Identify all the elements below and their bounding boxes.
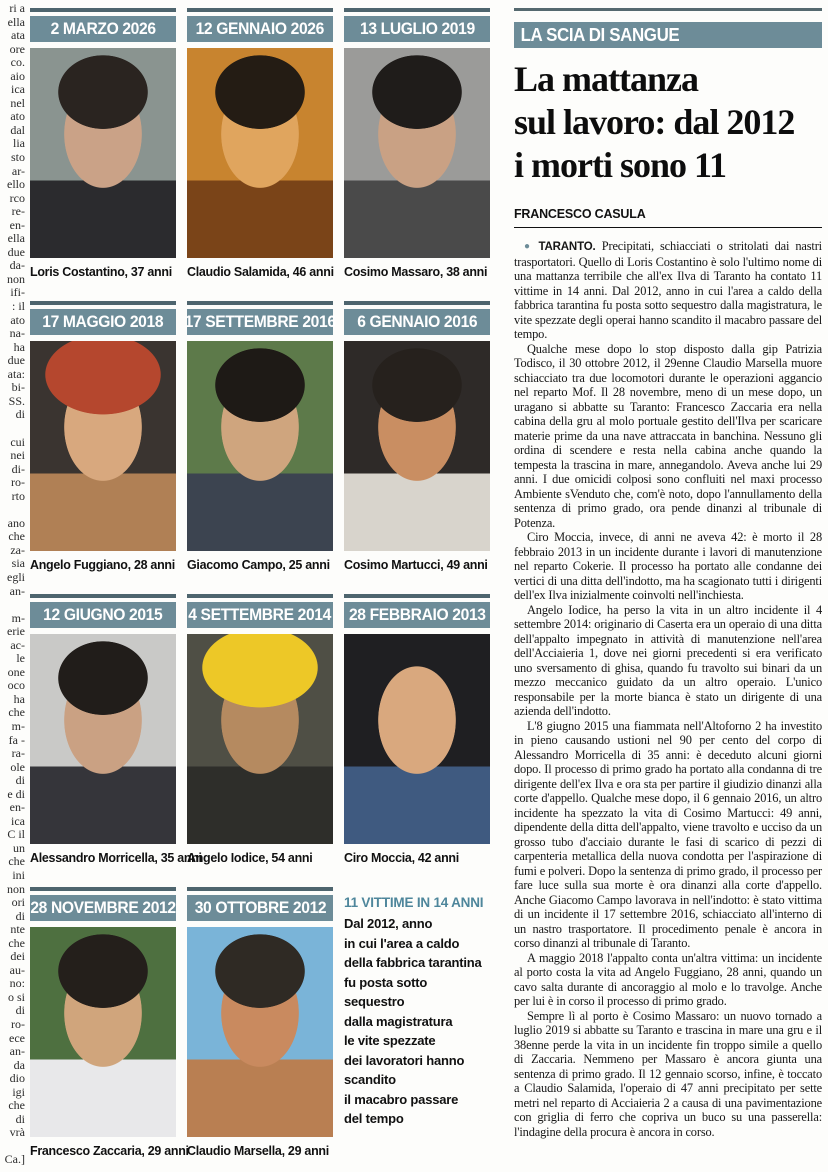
- victim-date-banner: [344, 602, 490, 628]
- victims-photo-grid: [30, 8, 490, 1161]
- article-paragraph: L'8 giugno 2015 una fiammata nell'Altoforno 2 ha investito in pieno causando ustioni nel 90 per cento del corpo di Alessandro Morricella di 35 anni: è deceduto alcuni giorni dopo. Il processo di primo grado ha portato alla condanna di tre dirigente dell'ex Ilva e ora sta per partire il giudizio dinanzi alla corte d'appello. Qualche mese dopo, il 6 gennaio 2016, un altro incidente ha spezzato la vita di Cosimo Martucci: 49 anni, dipendente della ditta dell'appalto, viene travolto e ucciso da un grosso tubo d'acciaio durante le fasi di scarico di pezzi di carpenteria metallica della nuova condotta per l'aspirazione di fumi e polveri. Dopo la sentenza di primo grado, il processo per fare luce sulla sua morte è ora dinanzi alla corte d'appello. Anche Giacomo Campo lavorava in nell'indotto: è stato vittima di un incidente il 17 settembre 2016, schiacciato all'interno di un nastro trasportatore. Il procedimento penale è ancora in corso dinanzi al tribunale di Taranto.: [514, 718, 822, 950]
- victim-caption: Claudio Salamida, 46 anni: [187, 264, 334, 279]
- victim-card: [344, 594, 490, 868]
- column-top-rule: [514, 8, 822, 11]
- paragraph-bullet-icon: ●: [524, 241, 539, 252]
- victim-caption: Ciro Moccia, 42 anni: [344, 850, 459, 865]
- card-top-rule: [344, 301, 490, 305]
- victim-card: [344, 8, 490, 282]
- victim-card: [184, 301, 336, 575]
- victim-caption: Cosimo Massaro, 38 anni: [344, 264, 488, 279]
- victim-date-banner: [30, 895, 176, 921]
- victim-caption: Alessandro Morricella, 35 anni: [30, 850, 202, 865]
- card-top-rule: [30, 887, 176, 891]
- victim-card: [30, 594, 202, 868]
- victim-date-banner: [30, 16, 176, 42]
- summary-note-text: Dal 2012, anno in cui l'area a caldo della fabbrica tarantina fu posta sotto sequestro dalla magistratura le vite spezzate dei lavoratori hanno scandito il macabro passare del tempo: [344, 916, 482, 1126]
- victim-caption: Francesco Zaccaria, 29 anni: [30, 1143, 189, 1158]
- byline-rule: [514, 205, 822, 228]
- summary-note: [344, 887, 490, 1161]
- victim-caption: Loris Costantino, 37 anni: [30, 264, 172, 279]
- article-paragraph: Angelo Iodice, ha perso la vita in un altro incidente il 4 settembre 2014: originario di Caserta era un operaio di una ditta dell'appalto impegnato in attività di manutenzione nell'area dell'Acciaieria 1, dove nei giorni precedenti si era verificato uno sversamento di ghisa, quando fu travolto sui binari da un mezzo meccanico guidato da un altro operaio. L'unico responsabile per la morte bianca è stato un dirigente di una azienda dell'indotto.: [514, 602, 822, 718]
- byline: FRANCESCO CASULA: [514, 207, 646, 221]
- card-top-rule: [187, 8, 333, 12]
- card-top-rule: [30, 301, 176, 305]
- victim-date-label: 13 LUGLIO 2019: [359, 19, 475, 38]
- victim-caption: Angelo Fuggiano, 28 anni: [30, 557, 175, 572]
- article-paragraph: A maggio 2018 l'appalto conta un'altra vittima: un incidente al porto costa la vita ad Angelo Fuggiano, 28 anni, quando un cavo salta durante di ancoraggio al molo e lo travolge. Anche per lui è in corso il processo di primo grado.: [514, 950, 822, 1008]
- victim-date-banner: [344, 16, 490, 42]
- victim-card: [30, 887, 189, 1161]
- victim-date-banner: [30, 309, 176, 335]
- kicker-label: LA SCIA DI SANGUE: [520, 24, 680, 45]
- victim-photo: [344, 634, 490, 844]
- victim-card: [187, 8, 333, 282]
- card-top-rule: [187, 594, 333, 598]
- kicker-banner: [514, 22, 822, 48]
- victim-date-banner: [344, 309, 490, 335]
- headline: La mattanza sul lavoro: dal 2012 i morti sono 11: [514, 59, 795, 185]
- victim-photo: [30, 48, 176, 258]
- victim-caption: Angelo Iodice, 54 anni: [187, 850, 313, 865]
- card-top-rule: [30, 594, 176, 598]
- victim-photo: [30, 341, 176, 551]
- victim-date-label: 2 MARZO 2026: [50, 19, 156, 38]
- article-body: ● TARANTO. Precipitati, schiacciati o stritolati dai nastri trasportatori. Quello di Loris Costantino è solo l'ultimo nome di una mattanza terribile che all'ex Ilva di Taranto ha contato 11 vittime in 14 anni. Dal 2012, anno in cui l'area a caldo della fabbrica tarantina fu posta sotto sequestro dalla magistratura, le vite spezzate degli operai hanno scandito il macabro passare del tempo. Qualche mese dopo lo stop disposto dalla gip Patrizia Todisco, il 30 ottobre 2012, il 29enne Claudio Marsella muore schiacciato tra due locomotori durante le operazioni aggancio nel reparto Mof. Il 28 novembre, meno di un mese dopo, un uragano si abbatte su Taranto: Francesco Zaccaria era nella cabina della gru al molo portuale gestito dell'Ilva per scaricare materie prime da una nave attraccata in banchina. Nessuno gli ordina di scendere e resta nella cabina anche quando la tempesta la trascina in mare, annegandolo. Aveva anche lui 29 anni. I due omicidi colposi sono confluiti nel maxi processo Ambiente sVenduto che, com'è noto, dopo l'annullamento della sentenza di primo grado, ora pende dinanzi al tribunale di Potenza. Ciro Moccia, invece, di anni ne aveva 42: è morto il 28 febbraio 2013 in un incidente durante i lavori di manutenzione nel reparto Cokerie. Il processo ha portato alle condanne dei vertici di una ditta dell'indotto, ma ha scagionato tutti i dirigenti dell'ex Ilva inizialmente coinvolti nell'inchiesta. Angelo Iodice, ha perso la vita in un altro incidente il 4 settembre 2014: originario di Caserta era un operaio di una ditta dell'appalto impegnato in attività di manutenzione nell'area dell'Acciaieria 1, dove nei giorni precedenti si era verificato uno sversamento di ghisa, quando fu travolto sui binari da un mezzo meccanico guidato da un altro operaio. L'unico responsabile per la morte bianca è stato un dirigente di una azienda dell'indotto. L'8 giugno 2015 una fiammata nell'Altoforno 2 ha investito in pieno causando ustioni nel 90 per cento del corpo di Alessandro Morricella di 35 anni: è deceduto alcuni giorni dopo. Il processo di primo grado ha portato alla condanna di tre dirigente dell'ex Ilva e ora sta per partire il giudizio dinanzi alla corte d'appello. Qualche mese dopo, il 6 gennaio 2016, un altro incidente ha spezzato la vita di Cosimo Martucci: 49 anni, dipendente della ditta dell'appalto, viene travolto e ucciso da un grosso tubo d'acciaio durante le fasi di scarico di pezzi di carpenteria metallica della nuova condotta per l'aspirazione di fumi e polveri. Dopo la sentenza di primo grado, il processo per fare luce sulla sua morte è ora dinanzi alla corte d'appello. Anche Giacomo Campo lavorava in nell'indotto: è stato vittima di un incidente il 17 settembre 2016, schiacciato all'interno di un nastro trasportatore. Il procedimento penale è ancora in corso dinanzi al tribunale di Taranto. A maggio 2018 l'appalto conta un'altra vittima: un incidente al porto costa la vita ad Angelo Fuggiano, 28 anni, quando un cavo salta durante di ancoraggio al molo e lo travolge. Anche per lui è in corso il processo di primo grado. Sempre lì al porto è Cosimo Massaro: un nuovo tornado a luglio 2019 si abbatte su Taranto e trascina in mare una gru e il 38enne perde la vita in un incidente fin troppo simile a quello di Zaccaria. Nemmeno per Massaro è ancora giunta una sentenza di primo grado. Il 12 gennaio scorso, infine, è toccato a Claudio Salamida, l'operaio di 47 anni precipitato per sette metri nel reparto di Acciaieria 2 a causa di una pavimentazione con griglia di ferro che copriva un buco su una passerella: l'indagine della procura è ancora in corso.: [514, 239, 822, 1139]
- victim-date-label: 28 NOVEMBRE 2012: [30, 898, 176, 917]
- victim-date-banner: [187, 602, 333, 628]
- card-top-rule: [344, 594, 490, 598]
- victim-date-label: 30 OTTOBRE 2012: [194, 898, 326, 917]
- victim-card: [30, 301, 176, 575]
- article-paragraph: Sempre lì al porto è Cosimo Massaro: un nuovo tornado a luglio 2019 si abbatte su Taranto e trascina in mare una gru e il 38enne perde la vita in un incidente fin troppo simile a quello di Zaccaria. Nemmeno per Massaro è ancora giunta una sentenza di primo grado. Il 12 gennaio scorso, infine, è toccato a Claudio Salamida, l'operaio di 47 anni precipitato per sette metri nel reparto di Acciaieria 2 a causa di una pavimentazione con griglia di ferro che copriva un buco su una passerella: l'indagine della procura è ancora in corso.: [514, 1008, 822, 1139]
- victim-photo: [30, 634, 176, 844]
- card-top-rule: [187, 887, 333, 891]
- victim-date-label: 6 GENNAIO 2016: [356, 312, 478, 331]
- victim-date-label: 12 GENNAIO 2026: [195, 19, 325, 38]
- victim-caption: Claudio Marsella, 29 anni: [187, 1143, 329, 1158]
- victim-photo: [344, 48, 490, 258]
- victim-date-banner: [30, 602, 176, 628]
- victim-card: [344, 301, 490, 575]
- victim-date-banner: [184, 309, 336, 335]
- card-top-rule: [30, 8, 176, 12]
- dateline: TARANTO.: [538, 241, 602, 253]
- victim-caption: Cosimo Martucci, 49 anni: [344, 557, 488, 572]
- victim-photo: [344, 341, 490, 551]
- victim-photo: [187, 634, 333, 844]
- victim-card: [30, 8, 176, 282]
- article-paragraph: Qualche mese dopo lo stop disposto dalla gip Patrizia Todisco, il 30 ottobre 2012, il 29enne Claudio Marsella muore schiacciato tra due locomotori durante le operazioni aggancio nel reparto Mof. Il 28 novembre, meno di un mese dopo, un uragano si abbatte su Taranto: Francesco Zaccaria era nella cabina della gru al molo portuale gestito dell'Ilva per scaricare materie prime da una nave attraccata in banchina. Nessuno gli ordina di scendere e resta nella cabina anche quando la tempesta la trascina in mare, annegandolo. Aveva anche lui 29 anni. I due omicidi colposi sono confluiti nel maxi processo Ambiente sVenduto che, com'è noto, dopo l'annullamento della sentenza di primo grado, ora pende dinanzi al tribunale di Potenza.: [514, 341, 822, 530]
- summary-note-title: 11 VITTIME IN 14 ANNI: [344, 895, 484, 910]
- victim-date-label: 17 MAGGIO 2018: [42, 312, 164, 331]
- victim-date-banner: [187, 16, 333, 42]
- article-column: [514, 0, 822, 1172]
- victim-caption: Giacomo Campo, 25 anni: [187, 557, 330, 572]
- card-top-rule: [187, 301, 333, 305]
- card-top-rule: [344, 8, 490, 12]
- article-paragraph: Ciro Moccia, invece, di anni ne aveva 42: è morto il 28 febbraio 2013 in un incidente durante i lavori di manutenzione nel reparto Cokerie. Il processo ha portato alle condanne dei vertici di una ditta dell'indotto, ma ha scagionato tutti i dirigenti dell'ex Ilva inizialmente coinvolti nell'inchiesta.: [514, 530, 822, 602]
- victim-date-banner: [187, 895, 333, 921]
- victim-card: [187, 887, 333, 1161]
- victim-date-label: 28 FEBBRAIO 2013: [348, 605, 486, 624]
- victim-photo: [187, 341, 333, 551]
- victim-date-label: 12 GIUGNO 2015: [43, 605, 163, 624]
- victim-card: [187, 594, 333, 868]
- victim-date-label: 17 SETTEMBRE 2016: [184, 312, 336, 331]
- victim-photo: [30, 927, 176, 1137]
- victim-photo: [187, 48, 333, 258]
- victim-photo: [187, 927, 333, 1137]
- clipped-adjacent-column: ri a ella ata ore co. aio ica nel ato dal lia sto ar- ello rco re- en- ella due da- non ifi- : il ato na- ha due ata: bi- SS. di cui nei di- ro- rto ano che za- sia egli an- m- erie ac- le one oco ha che m- fa - ra- ole di e di en- ica C il un che ini non ori di nte che dei au- no: o si di ro- ece an- da dio igi che di vrà Ca.]: [4, 2, 25, 1167]
- victim-date-label: 4 SETTEMBRE 2014: [188, 605, 332, 624]
